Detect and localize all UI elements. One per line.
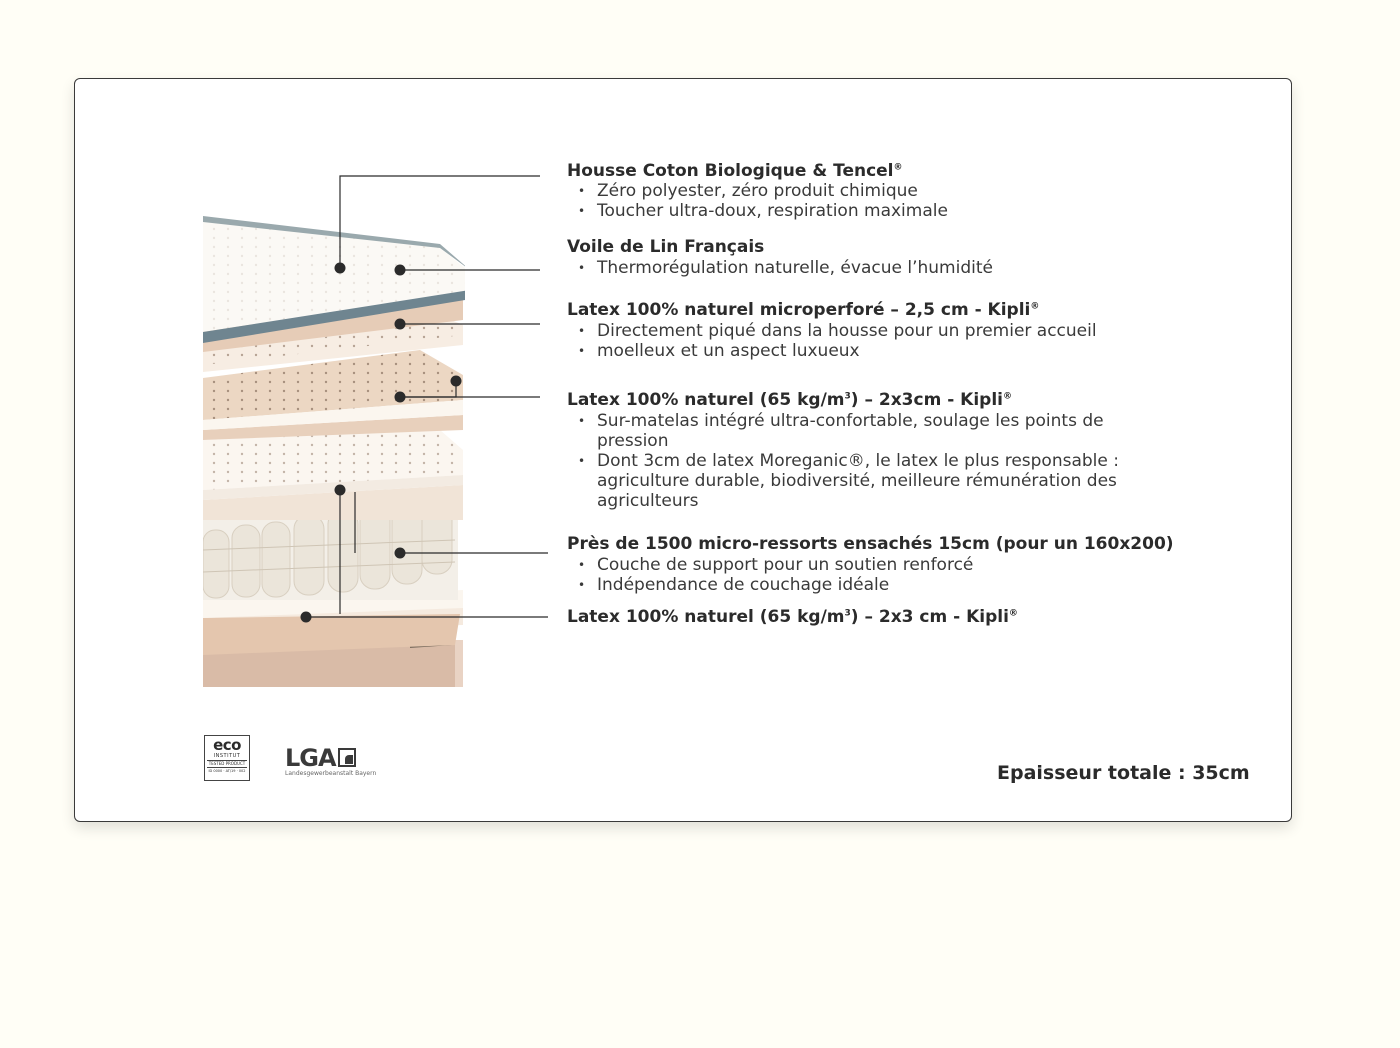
lga-logo: LGA Landesgewerbeanstalt Bayern — [285, 744, 377, 777]
layer-base-latex-title: Latex 100% naturel (65 $kg/m^3) - 2x3$ cm - Kipli® — [567, 607, 1018, 627]
list-item-continuation: pression — [597, 431, 669, 451]
list-item: • Toucher ultra-doux, respiration maximale — [578, 201, 948, 221]
layer-springs-bullets — [578, 555, 973, 595]
layer-cover-title: Housse Coton Biologique & Tencel® — [567, 161, 903, 181]
layer-latex-topper-title: Latex 100% naturel (65 $kg/m^3) - 2x3cm$ - Kipli® — [567, 390, 1013, 410]
list-item-continuation: agriculture durable, biodiversité, meilleure rémunération des — [597, 471, 1117, 491]
layer-springs-title: Près de 1500 micro-ressorts ensachés 15cm (pour un 160x200) — [567, 534, 1174, 554]
list-item: • Sur-matelas intégré ultra-confortable, soulage les points de — [578, 411, 1119, 431]
layer-linen-bullets — [578, 258, 993, 278]
layer-cover-bullets — [578, 181, 948, 221]
list-item: • Directement piqué dans la housse pour un premier accueil — [578, 321, 1097, 341]
eco-institut-logo: eco INSTITUT TESTED PRODUCT ID 0000 · AT/19 · 002 — [204, 735, 250, 781]
layer-microperforated-latex-title: Latex 100% naturel microperforé – 2,5 cm - Kipli® — [567, 300, 1040, 320]
layer-latex-topper-bullets — [578, 411, 1119, 511]
total-thickness: Epaisseur totale : 35cm — [997, 762, 1250, 784]
layer-microperforated-latex-bullets — [578, 321, 1097, 361]
list-item-continuation: agriculteurs — [597, 491, 699, 511]
layer-linen-title: Voile de Lin Français — [567, 237, 765, 257]
list-item: • moelleux et un aspect luxueux — [578, 341, 1097, 361]
lga-mark-icon — [338, 748, 356, 767]
list-item: • Couche de support pour un soutien renforcé — [578, 555, 973, 575]
list-item: • Indépendance de couchage idéale — [578, 575, 973, 595]
list-item: • Thermorégulation naturelle, évacue l’humidité — [578, 258, 993, 278]
list-item: • Zéro polyester, zéro produit chimique — [578, 181, 948, 201]
list-item: • Dont 3cm de latex Moreganic®, le latex le plus responsable : — [578, 451, 1119, 471]
